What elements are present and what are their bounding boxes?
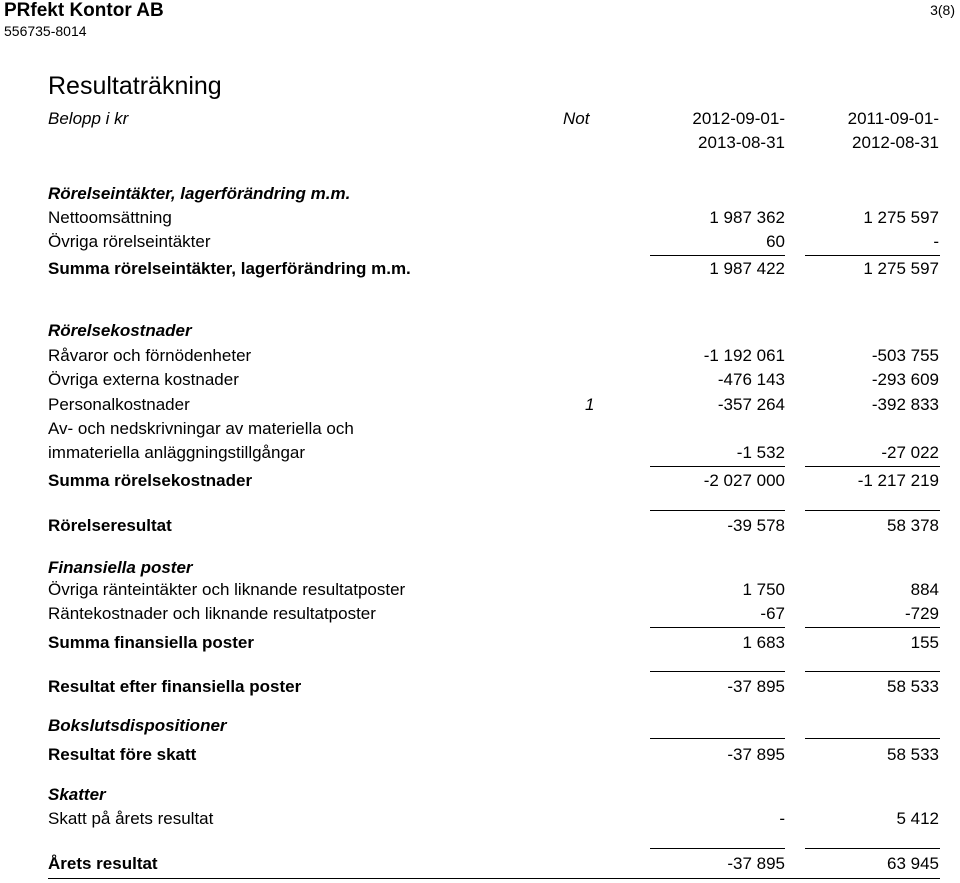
sum-rule bbox=[650, 738, 785, 739]
total-current-value: 1 987 422 bbox=[709, 259, 785, 278]
section-heading-operating-costs: Rörelsekostnader bbox=[48, 321, 192, 340]
operating-result-label: Rörelseresultat bbox=[48, 516, 172, 535]
row-current-value: 1 750 bbox=[742, 580, 785, 599]
row-label: Räntekostnader och liknande resultatposter bbox=[48, 604, 376, 623]
sum-rule bbox=[650, 255, 785, 256]
row-previous-value: -503 755 bbox=[871, 346, 939, 365]
result-before-tax-previous: 58 533 bbox=[887, 745, 939, 764]
sum-rule bbox=[805, 671, 940, 672]
row-current-value: -1 532 bbox=[736, 443, 785, 462]
row-current-value: -67 bbox=[760, 604, 785, 623]
result-before-tax-label: Resultat före skatt bbox=[48, 745, 197, 764]
row-current-value: 60 bbox=[766, 232, 785, 251]
total-label: Summa rörelseintäkter, lagerförändring m.m. bbox=[48, 259, 411, 278]
sum-rule bbox=[650, 627, 785, 628]
total-previous-value: 1 275 597 bbox=[863, 259, 939, 278]
bottom-rule bbox=[48, 878, 940, 879]
row-label: Övriga ränteintäkter och liknande resultatposter bbox=[48, 580, 406, 599]
row-label: Övriga rörelseintäkter bbox=[48, 232, 211, 251]
column-current-period-end: 2013-08-31 bbox=[698, 133, 785, 152]
sum-rule bbox=[805, 627, 940, 628]
sum-rule bbox=[650, 510, 785, 511]
section-heading-appropriations: Bokslutsdispositioner bbox=[48, 716, 227, 735]
row-current-value: 1 987 362 bbox=[709, 208, 785, 227]
row-previous-value: -27 022 bbox=[881, 443, 939, 462]
row-previous-value: -392 833 bbox=[871, 395, 939, 414]
net-result-previous: 63 945 bbox=[887, 854, 939, 873]
page-title: Resultaträkning bbox=[48, 72, 222, 100]
column-previous-period-start: 2011-09-01- bbox=[847, 109, 939, 128]
section-heading-financial: Finansiella poster bbox=[48, 558, 193, 577]
row-current-value: -476 143 bbox=[717, 370, 785, 389]
row-label-line2: immateriella anläggningstillgångar bbox=[48, 443, 306, 462]
row-previous-value: 5 412 bbox=[896, 809, 939, 828]
column-current-period-start: 2012-09-01- bbox=[692, 109, 785, 128]
company-name: PRfekt Kontor AB bbox=[4, 0, 164, 21]
total-current-value: -2 027 000 bbox=[703, 471, 785, 490]
page-number: 3(8) bbox=[930, 2, 955, 18]
column-label-header: Belopp i kr bbox=[48, 109, 129, 128]
result-after-financial-label: Resultat efter finansiella poster bbox=[48, 677, 302, 696]
sum-rule bbox=[650, 671, 785, 672]
sum-rule bbox=[805, 255, 940, 256]
column-previous-period-end: 2012-08-31 bbox=[852, 133, 939, 152]
row-label: Nettoomsättning bbox=[48, 208, 172, 227]
section-heading-taxes: Skatter bbox=[48, 785, 106, 804]
sum-rule bbox=[805, 848, 940, 849]
row-previous-value: 884 bbox=[910, 580, 939, 599]
total-current-value: 1 683 bbox=[742, 633, 785, 652]
row-label: Personalkostnader bbox=[48, 395, 190, 414]
row-label: Råvaror och förnödenheter bbox=[48, 346, 252, 365]
sum-rule bbox=[805, 510, 940, 511]
sum-rule bbox=[650, 848, 785, 849]
result-before-tax-current: -37 895 bbox=[727, 745, 785, 764]
operating-result-current: -39 578 bbox=[727, 516, 785, 535]
sum-rule bbox=[805, 466, 940, 467]
net-result-label: Årets resultat bbox=[48, 854, 158, 873]
net-result-current: -37 895 bbox=[727, 854, 785, 873]
org-number: 556735-8014 bbox=[4, 23, 87, 39]
row-current-value: -357 264 bbox=[717, 395, 785, 414]
row-previous-value: 1 275 597 bbox=[863, 208, 939, 227]
result-after-financial-previous: 58 533 bbox=[887, 677, 939, 696]
total-label: Summa rörelsekostnader bbox=[48, 471, 253, 490]
total-previous-value: 155 bbox=[910, 633, 939, 652]
column-note-header: Not bbox=[563, 109, 590, 128]
row-label-line1: Av- och nedskrivningar av materiella och bbox=[48, 419, 354, 438]
section-heading-revenue: Rörelseintäkter, lagerförändring m.m. bbox=[48, 184, 351, 203]
row-current-value: - bbox=[779, 809, 785, 828]
note-reference: 1 bbox=[585, 395, 595, 414]
operating-result-previous: 58 378 bbox=[887, 516, 939, 535]
row-previous-value: -729 bbox=[904, 604, 939, 623]
row-current-value: -1 192 061 bbox=[703, 346, 785, 365]
row-label: Skatt på årets resultat bbox=[48, 809, 214, 828]
row-label: Övriga externa kostnader bbox=[48, 370, 239, 389]
row-previous-value: - bbox=[933, 232, 939, 251]
total-label: Summa finansiella poster bbox=[48, 633, 254, 652]
row-previous-value: -293 609 bbox=[871, 370, 939, 389]
total-previous-value: -1 217 219 bbox=[857, 471, 939, 490]
result-after-financial-current: -37 895 bbox=[727, 677, 785, 696]
sum-rule bbox=[805, 738, 940, 739]
sum-rule bbox=[650, 466, 785, 467]
